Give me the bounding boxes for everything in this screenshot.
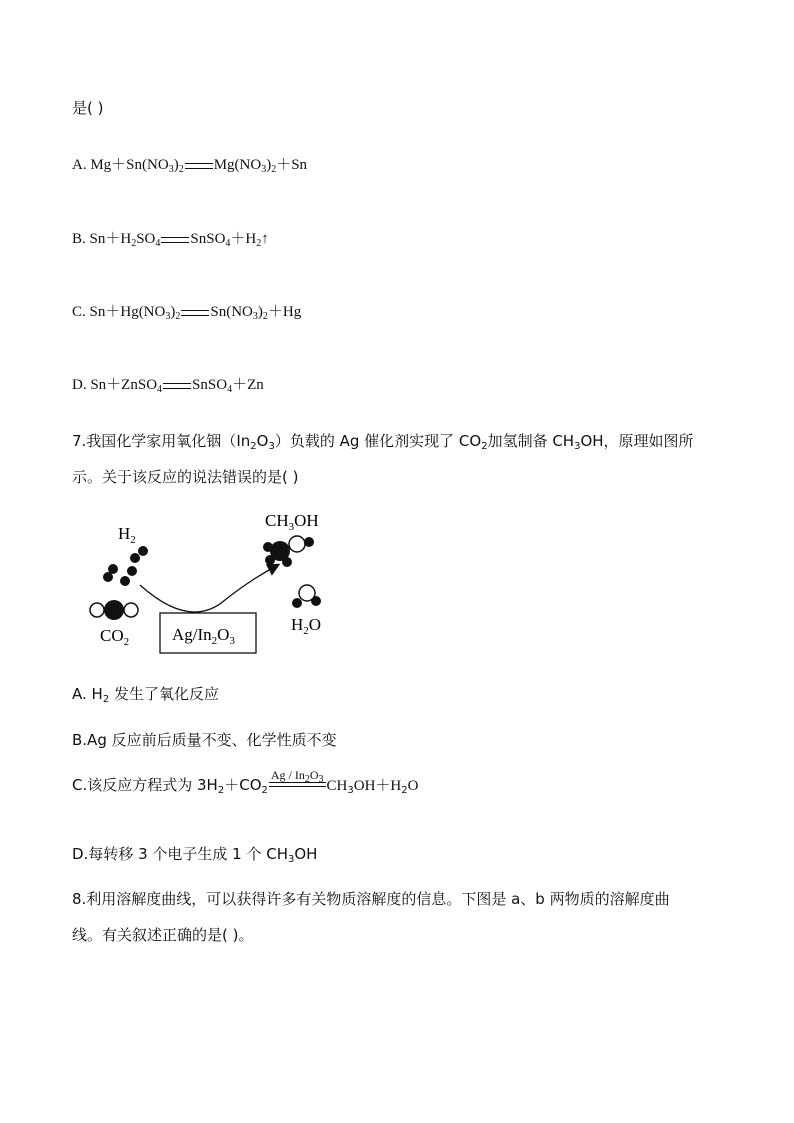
h2o-molecule <box>292 585 321 608</box>
q6-tail: 是( ) <box>72 99 104 117</box>
equals-sign <box>181 310 209 316</box>
q7-option-b: B.Ag 反应前后质量不变、化学性质不变 <box>72 731 337 749</box>
ch3oh-label: $CH_3OH$ <box>265 511 319 533</box>
q7-option-a: A. $H_2$ 发生了氧化反应 <box>72 685 219 705</box>
co2-label: $CO_2$ <box>100 626 130 648</box>
equals-sign <box>161 237 189 243</box>
q6-option-a: A. $Mg+Sn(NO_3)_2$ $Mg(NO_3)_2+Sn$ <box>72 157 308 175</box>
h2o-label: $H_2O$ <box>291 615 322 637</box>
h2-molecules <box>103 546 148 586</box>
reaction-diagram <box>80 505 360 655</box>
equals-sign <box>163 383 191 389</box>
q7-option-d: D.每转移 3 个电子生成 1 个 $CH_3OH$ <box>72 845 318 865</box>
q7-option-c: C.该反应方程式为 $3H_2+CO_2$ Ag / $In_2O_3$ $CH_3OH+H_2O$ <box>72 768 419 796</box>
equals-sign <box>185 163 213 169</box>
h2-label: $H_2$ <box>118 524 136 546</box>
q8-stem-line1: 8.利用溶解度曲线，可以获得许多有关物质溶解度的信息。下图是 a、b 两物质的溶解度曲 <box>72 890 670 908</box>
q6-option-c: C. $Sn+Hg(NO_3)_2$ $Sn(NO_3)_2+Hg$ <box>72 304 302 322</box>
q8-stem-line2: 线。有关叙述正确的是( )。 <box>72 926 254 944</box>
reaction-condition: Ag / $In_2O_3$ <box>270 768 324 785</box>
q7-stem-line1: 7.我国化学家用氧化铟$(In_2O_3)$负载的 Ag 催化剂实现了 $CO_2$加氢制备 $CH_3OH$，原理如图所 <box>72 432 694 452</box>
catalyst-label: $Ag/In_2O_3$ <box>172 625 235 647</box>
ch3oh-molecule <box>263 536 314 567</box>
reaction-arrow <box>140 565 278 612</box>
q6-option-b: B. $Sn+H_2SO_4$ $SnSO_4+H_2↑$ <box>72 231 269 249</box>
co2-molecule <box>90 600 138 620</box>
q6-option-d: D. Sn＋ZnSO$_4$ SnSO$_4$＋Zn <box>72 377 264 395</box>
q7-stem-line2: 示。关于该反应的说法错误的是( ) <box>72 468 299 486</box>
